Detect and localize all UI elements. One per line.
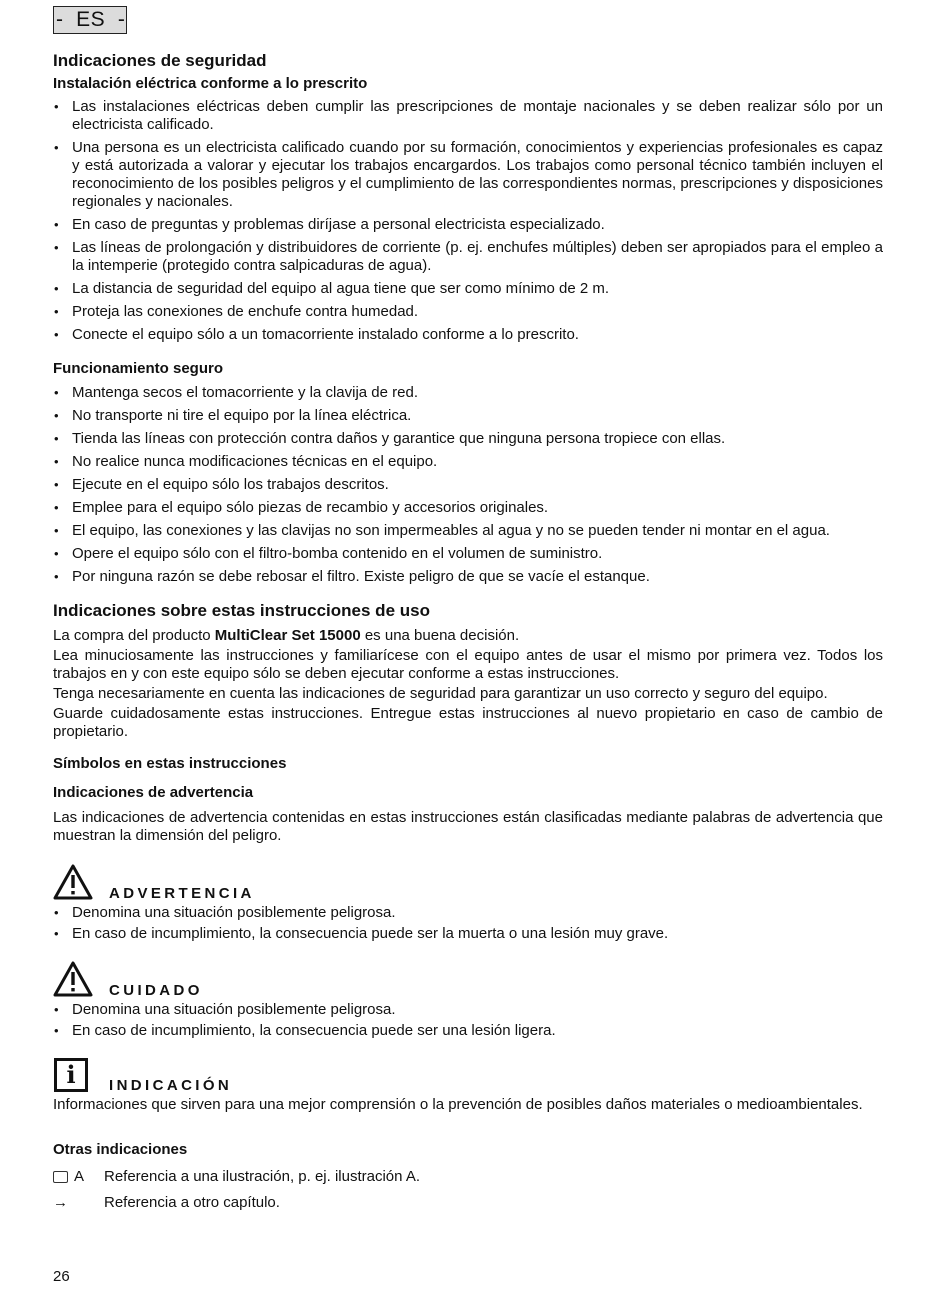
instructions-paragraph: Lea minuciosamente las instrucciones y familiarícese con el equipo antes de usar el mismo por primera vez. Todos los trabajos en y con este equipo sólo se deben ejecutar conforme a estas instrucciones.	[53, 647, 883, 682]
advertencia-label: ADVERTENCIA	[109, 885, 255, 902]
list-item: • Opere el equipo sólo con el filtro-bomba contenido en el volumen de suministro.	[53, 545, 883, 563]
electrical-list	[53, 98, 883, 344]
product-name: MultiClear Set 15000	[214, 627, 361, 644]
list-item: • Mantenga secos el tomacorriente y la clavija de red.	[53, 384, 883, 402]
list-item: • La distancia de seguridad del equipo al agua tiene que ser como mínimo de 2 m.	[53, 280, 883, 298]
warnings-title: Indicaciones de advertencia	[53, 784, 254, 801]
figure-reference-text: Referencia a una ilustración, p. ej. ilustración A.	[104, 1168, 421, 1185]
list-item: • En caso de incumplimiento, la consecuencia puede ser la muerta o una lesión muy grave.	[53, 925, 883, 943]
list-item: • Por ninguna razón se debe rebosar el filtro. Existe peligro de que se vacíe el estanque.	[53, 568, 883, 586]
list-item: • Emplee para el equipo sólo piezas de recambio y accesorios originales.	[53, 499, 883, 517]
list-item: • Las líneas de prolongación y distribuidores de corriente (p. ej. enchufes múltiples) deben ser apropiados para el empleo a la intemperie (protegido contra salpicaduras de agua).	[53, 239, 883, 275]
intro-paragraph	[53, 627, 883, 645]
figure-reference-row	[53, 1168, 883, 1186]
cuidado-header	[53, 957, 883, 997]
operation-list	[53, 384, 883, 586]
warning-triangle-icon	[53, 961, 93, 997]
document-page	[53, 6, 883, 1212]
arrow-right-icon: →	[53, 1194, 68, 1211]
list-item: • No transporte ni tire el equipo por la línea eléctrica.	[53, 407, 883, 425]
list-item: • Denomina una situación posiblemente peligrosa.	[53, 1001, 883, 1019]
instructions-paragraph: Guarde cuidadosamente estas instrucciones. Entregue estas instrucciones al nuevo propietario en caso de cambio de propietario.	[53, 705, 883, 740]
indicacion-label: INDICACIÓN	[109, 1077, 233, 1094]
warnings-paragraph: Las indicaciones de advertencia contenidas en estas instrucciones están clasificadas mediante palabras de advertencia que muestran la dimensión del peligro.	[53, 809, 883, 844]
list-item: • Las instalaciones eléctricas deben cumplir las prescripciones de montaje nacionales y se deben realizar sólo por un electricista calificado.	[53, 98, 883, 134]
instructions-paragraph: Tenga necesariamente en cuenta las indicaciones de seguridad para garantizar un uso correcto y seguro del equipo.	[53, 685, 828, 702]
operation-title: Funcionamiento seguro	[53, 360, 224, 377]
list-item: • Proteja las conexiones de enchufe contra humedad.	[53, 303, 883, 321]
info-box-icon: i	[54, 1058, 88, 1092]
list-item: • Denomina una situación posiblemente peligrosa.	[53, 904, 883, 922]
list-item: • No realice nunca modificaciones técnicas en el equipo.	[53, 453, 883, 471]
indicacion-paragraph: Informaciones que sirven para una mejor comprensión o la prevención de posibles daños materiales o medioambientales.	[53, 1096, 863, 1113]
chapter-reference-row	[53, 1194, 883, 1212]
other-title: Otras indicaciones	[53, 1141, 188, 1158]
intro-suffix: es una buena decisión.	[360, 627, 520, 644]
list-item: • En caso de preguntas y problemas diríjase a personal electricista especializado.	[53, 216, 883, 234]
list-item: • Tienda las líneas con protección contra daños y garantice que ninguna persona tropiece con ellas.	[53, 430, 883, 448]
cuidado-label: CUIDADO	[109, 982, 203, 999]
figure-letter: A	[74, 1168, 85, 1185]
figure-box-icon	[53, 1171, 68, 1183]
language-tag: - ES -	[53, 6, 127, 34]
cuidado-list	[53, 1001, 883, 1040]
list-item: • Ejecute en el equipo sólo los trabajos descritos.	[53, 476, 883, 494]
intro-prefix: La compra del producto	[53, 627, 215, 644]
list-item: • Una persona es un electricista calificado cuando por su formación, conocimientos y experiencias profesionales es capaz y está autorizada a valorar y ejecutar los trabajos encargardos. Los trabajos como personal técnico también incluyen el reconocimiento de los posibles peligros y el cumplimiento de las correspondientes normas, prescripciones y disposiciones regionales y nacionales.	[53, 139, 883, 211]
page-number: 26	[53, 1268, 70, 1285]
electrical-title: Instalación eléctrica conforme a lo prescrito	[53, 75, 368, 92]
instructions-title: Indicaciones sobre estas instrucciones de uso	[53, 601, 430, 620]
list-item: • Conecte el equipo sólo a un tomacorriente instalado conforme a lo prescrito.	[53, 326, 883, 344]
symbols-title: Símbolos en estas instrucciones	[53, 755, 287, 772]
warning-triangle-icon	[53, 864, 93, 900]
list-item: • El equipo, las conexiones y las clavijas no son impermeables al agua y no se pueden tender ni montar en el agua.	[53, 522, 883, 540]
safety-title: Indicaciones de seguridad	[53, 51, 267, 70]
indicacion-header	[53, 1052, 883, 1092]
advertencia-list	[53, 904, 883, 943]
figure-reference-symbol	[53, 1168, 104, 1186]
list-item: • En caso de incumplimiento, la consecuencia puede ser una lesión ligera.	[53, 1022, 883, 1040]
advertencia-header	[53, 860, 883, 900]
chapter-reference-text: Referencia a otro capítulo.	[104, 1194, 280, 1211]
